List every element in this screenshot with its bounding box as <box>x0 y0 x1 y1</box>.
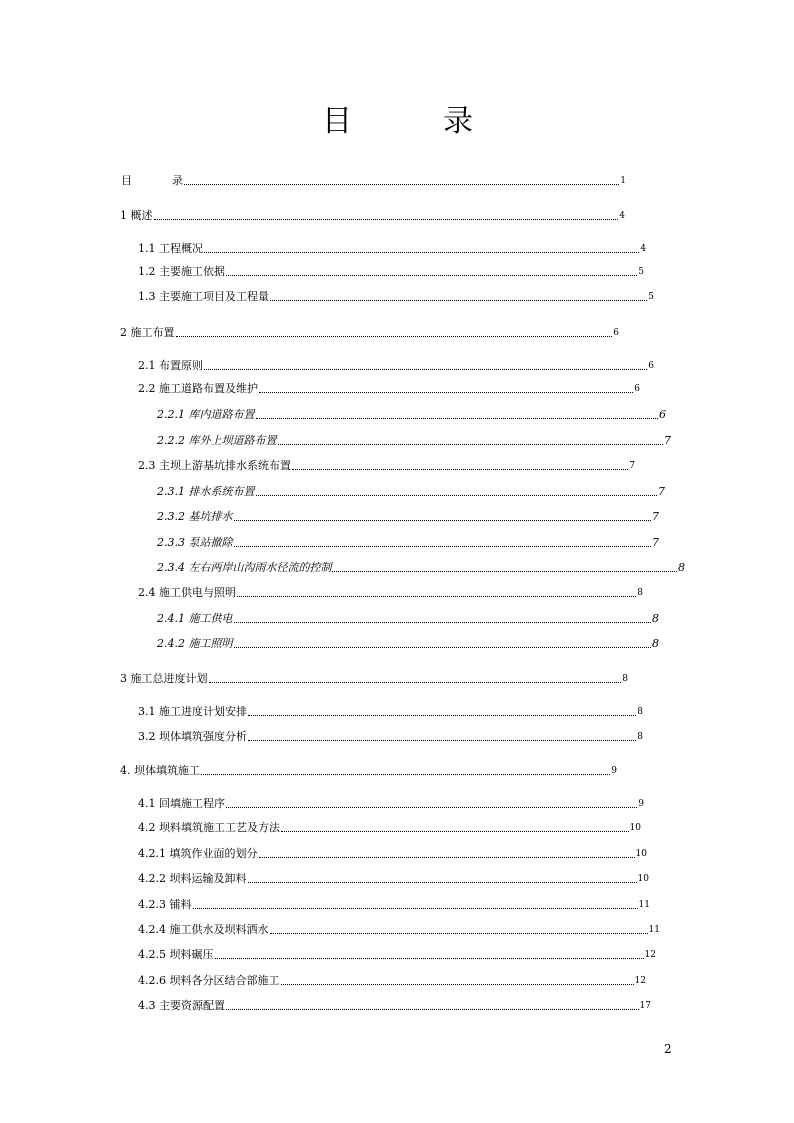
toc-entry-page: 10 <box>637 874 649 884</box>
toc-entry-page: 5 <box>638 267 644 277</box>
dot-leader <box>234 519 652 521</box>
toc-entry-page: 9 <box>638 799 644 809</box>
toc-entry-label: 1.1 工程概况 <box>138 242 203 255</box>
toc-entry-label: 2 施工布置 <box>120 326 175 339</box>
toc-title-char-1: 目 <box>322 104 352 139</box>
dot-leader <box>209 681 622 683</box>
toc-entry[interactable] <box>157 559 685 575</box>
dot-leader <box>256 417 659 419</box>
toc-entry-page: 7 <box>664 434 671 447</box>
dot-leader <box>234 646 652 648</box>
toc-title <box>0 104 794 140</box>
toc-entry[interactable] <box>138 357 654 373</box>
toc-entry[interactable] <box>138 240 646 256</box>
toc-entry-page: 12 <box>634 976 646 986</box>
toc-entry-label: 2.2 施工道路布置及维护 <box>138 382 258 395</box>
toc-entry-label: 2.3.2 基坑排水 <box>157 510 233 523</box>
toc-entry-page: 8 <box>637 732 643 742</box>
toc-entry[interactable] <box>138 896 650 912</box>
page-number: 2 <box>664 1042 672 1056</box>
dot-leader <box>234 545 652 547</box>
toc-entry[interactable] <box>157 534 659 550</box>
dot-leader <box>237 595 636 597</box>
toc-entry[interactable] <box>120 762 617 778</box>
toc-entry-label-b: 录 <box>172 174 183 187</box>
toc-entry-label: 3.1 施工进度计划安排 <box>138 705 247 718</box>
toc-entry-page: 8 <box>637 707 643 717</box>
toc-entry-page: 4 <box>640 244 646 254</box>
toc-entry-page: 17 <box>639 1001 651 1011</box>
toc-entry-page: 6 <box>659 408 666 421</box>
dot-leader <box>248 881 637 883</box>
toc-entry[interactable] <box>157 483 665 499</box>
toc-entry-page: 11 <box>638 900 650 910</box>
toc-entry-page: 6 <box>634 384 640 394</box>
toc-entry-page: 1 <box>620 176 626 186</box>
toc-entry[interactable] <box>138 997 651 1013</box>
toc-entry-page: 10 <box>629 823 641 833</box>
toc-entry-label: 2.4.1 施工供电 <box>157 612 233 625</box>
toc-entry[interactable] <box>157 610 659 626</box>
dot-leader <box>281 983 634 985</box>
toc-entry-label: 1 概述 <box>120 209 153 222</box>
toc-entry-label: 4.2.1 填筑作业面的划分 <box>138 847 258 860</box>
toc-entry-page: 9 <box>611 766 617 776</box>
toc-entry-page: 11 <box>648 925 660 935</box>
dot-leader <box>332 570 677 572</box>
toc-entry-page: 8 <box>622 674 628 684</box>
toc-entry[interactable] <box>138 728 643 744</box>
toc-entry[interactable] <box>138 870 649 886</box>
toc-entry-page: 6 <box>613 328 619 338</box>
toc-entry-page: 7 <box>652 510 659 523</box>
toc-entry-label: 2.3 主坝上游基坑排水系统布置 <box>138 459 291 472</box>
toc-entry[interactable] <box>157 508 659 524</box>
dot-leader <box>201 773 610 775</box>
toc-entry[interactable] <box>138 795 644 811</box>
dot-leader <box>248 739 636 741</box>
toc-entry[interactable] <box>120 207 625 223</box>
dot-leader <box>204 368 647 370</box>
toc-entry[interactable] <box>138 263 644 279</box>
toc-entry-label: 2.3.3 泵站撤除 <box>157 536 233 549</box>
toc-entry-page: 7 <box>658 485 665 498</box>
toc-entry[interactable] <box>138 845 647 861</box>
toc-entry-page: 8 <box>678 561 685 574</box>
toc-entry[interactable] <box>138 584 643 600</box>
toc-entry-label: 1.2 主要施工依据 <box>138 265 225 278</box>
dot-leader <box>270 299 647 301</box>
toc-entry[interactable] <box>138 457 635 473</box>
dot-leader <box>292 468 628 470</box>
toc-entry-label: 2.1 布置原则 <box>138 359 203 372</box>
toc-entry-label: 2.4 施工供电与照明 <box>138 586 236 599</box>
dot-leader <box>176 335 613 337</box>
toc-entry-label: 1.3 主要施工项目及工程量 <box>138 290 269 303</box>
toc-entry-label: 4.2.2 坝料运输及卸料 <box>138 872 247 885</box>
toc-entry-page: 10 <box>635 849 647 859</box>
toc-entry-label: 2.2.2 库外上坝道路布置 <box>157 434 277 447</box>
toc-entry[interactable] <box>120 670 628 686</box>
dot-leader <box>226 274 637 276</box>
toc-entry[interactable] <box>138 819 641 835</box>
toc-entry[interactable] <box>138 703 643 719</box>
toc-entry-page: 7 <box>652 536 659 549</box>
toc-entry[interactable] <box>157 635 659 651</box>
dot-leader <box>184 183 619 185</box>
toc-entry-label: 4.1 回填施工程序 <box>138 797 225 810</box>
dot-leader <box>193 907 638 909</box>
toc-entry-label: 4. 坝体填筑施工 <box>120 764 200 777</box>
dot-leader <box>256 494 658 496</box>
toc-entry-label-a: 目 <box>121 174 132 187</box>
toc-entry[interactable] <box>138 380 640 396</box>
toc-entry[interactable] <box>138 288 654 304</box>
toc-entry[interactable] <box>138 972 646 988</box>
toc-entry-label: 3 施工总进度计划 <box>120 672 208 685</box>
toc-entry-contents[interactable] <box>121 172 626 188</box>
dot-leader <box>248 714 636 716</box>
toc-entry[interactable] <box>138 921 660 937</box>
toc-entry-label: 4.3 主要资源配置 <box>138 999 225 1012</box>
toc-entry[interactable] <box>120 324 619 340</box>
toc-entry-label: 4.2.4 施工供水及坝料洒水 <box>138 923 269 936</box>
toc-entry[interactable] <box>138 946 656 962</box>
dot-leader <box>281 830 629 832</box>
toc-entry-label: 4.2.6 坝料各分区结合部施工 <box>138 974 280 987</box>
toc-entry-label: 4.2.5 坝料碾压 <box>138 948 214 961</box>
dot-leader <box>226 1008 639 1010</box>
dot-leader <box>154 218 619 220</box>
toc-entry[interactable] <box>157 432 671 448</box>
toc-entry-page: 5 <box>648 292 654 302</box>
toc-entry-page: 8 <box>652 637 659 650</box>
toc-entry-label: 4.2 坝料填筑施工工艺及方法 <box>138 821 280 834</box>
toc-entry-label: 2.2.1 库内道路布置 <box>157 408 255 421</box>
toc-title-char-2: 录 <box>443 104 473 139</box>
toc-entry-page: 8 <box>652 612 659 625</box>
toc-entry-page: 6 <box>648 361 654 371</box>
toc-entry-label: 2.3.1 排水系统布置 <box>157 485 255 498</box>
toc-entry-page: 12 <box>644 950 656 960</box>
dot-leader <box>259 856 635 858</box>
dot-leader <box>259 391 633 393</box>
dot-leader <box>278 443 664 445</box>
dot-leader <box>204 251 639 253</box>
dot-leader <box>215 957 644 959</box>
toc-entry[interactable] <box>157 406 666 422</box>
dot-leader <box>270 932 648 934</box>
dot-leader <box>226 806 637 808</box>
dot-leader <box>234 621 652 623</box>
toc-entry-label: 4.2.3 铺料 <box>138 898 192 911</box>
toc-entry-page: 8 <box>637 588 643 598</box>
toc-entry-page: 7 <box>629 461 635 471</box>
toc-entry-page: 4 <box>619 211 625 221</box>
toc-entry-label: 3.2 坝体填筑强度分析 <box>138 730 247 743</box>
toc-entry-label: 2.3.4 左右两岸山沟雨水径流的控制 <box>157 561 332 574</box>
toc-entry-label: 2.4.2 施工照明 <box>157 637 233 650</box>
